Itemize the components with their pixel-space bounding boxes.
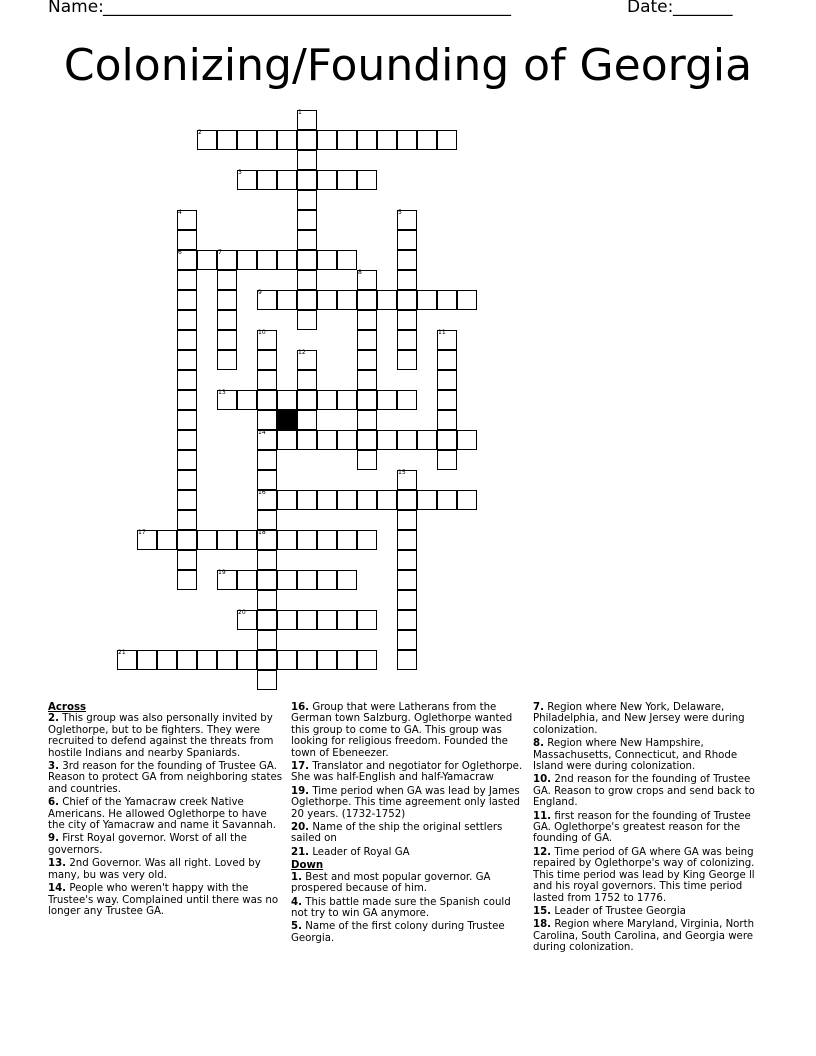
grid-cell[interactable] [377, 490, 397, 510]
grid-cell[interactable] [177, 470, 197, 490]
clue-number: 8. [533, 738, 544, 750]
grid-cell[interactable] [357, 330, 377, 350]
grid-cell[interactable] [277, 570, 297, 590]
grid-cell[interactable] [437, 490, 457, 510]
clue-number: 18. [533, 919, 552, 931]
grid-cell[interactable] [397, 270, 417, 290]
cell-number: 7 [218, 249, 222, 256]
grid-cell[interactable] [257, 130, 277, 150]
clue-number: 4. [291, 896, 302, 908]
grid-cell[interactable] [397, 250, 417, 270]
name-line: ________________________________________________ [103, 0, 511, 17]
grid-cell[interactable] [177, 550, 197, 570]
grid-cell[interactable] [297, 270, 317, 290]
grid-cell[interactable] [317, 430, 337, 450]
grid-cell[interactable] [297, 410, 317, 430]
clue-number: 13. [48, 858, 67, 870]
cell-number: 8 [358, 269, 362, 276]
grid-cell[interactable] [437, 290, 457, 310]
grid-cell[interactable] [357, 130, 377, 150]
down-clue [533, 702, 769, 736]
grid-cell[interactable] [357, 490, 377, 510]
down-clue [533, 738, 769, 772]
grid-cell[interactable] [237, 650, 257, 670]
grid-cell[interactable] [277, 250, 297, 270]
grid-cell[interactable] [177, 570, 197, 590]
clue-text: Translator and negotiator for Oglethorpe. She was half-English and half-Yamacraw [291, 761, 523, 784]
grid-cell[interactable] [257, 410, 277, 430]
grid-cell[interactable] [337, 250, 357, 270]
grid-cell[interactable] [277, 290, 297, 310]
grid-cell[interactable] [197, 530, 217, 550]
cell-number: 14 [258, 429, 266, 436]
grid-cell[interactable] [277, 130, 297, 150]
grid-cell[interactable] [277, 530, 297, 550]
cell-number: 3 [238, 169, 242, 176]
grid-cell[interactable] [297, 290, 317, 310]
grid-cell[interactable] [257, 370, 277, 390]
grid-cell[interactable] [457, 490, 477, 510]
grid-cell[interactable] [277, 610, 297, 630]
clue-text: Leader of Royal GA [312, 846, 410, 858]
grid-cell[interactable] [437, 350, 457, 370]
grid-cell[interactable] [397, 490, 417, 510]
date-label: Date: [627, 0, 674, 17]
cell-number: 18 [258, 529, 266, 536]
clue-text: Name of the ship the original settlers sailed on [291, 822, 503, 845]
clue-number: 14. [48, 883, 67, 895]
grid-cell[interactable] [397, 650, 417, 670]
grid-cell[interactable] [357, 350, 377, 370]
grid-cell[interactable] [397, 510, 417, 530]
grid-cell[interactable] [297, 370, 317, 390]
grid-cell[interactable] [317, 650, 337, 670]
grid-cell[interactable] [297, 250, 317, 270]
grid-cell[interactable] [237, 130, 257, 150]
grid-cell[interactable] [157, 530, 177, 550]
grid-cell[interactable] [317, 570, 337, 590]
cell-number: 10 [258, 329, 266, 336]
grid-cell[interactable] [237, 570, 257, 590]
grid-cell[interactable] [397, 610, 417, 630]
grid-cell[interactable] [217, 650, 237, 670]
grid-cell[interactable] [377, 130, 397, 150]
grid-cell[interactable] [297, 650, 317, 670]
across-clue [48, 797, 284, 831]
grid-cell[interactable] [177, 310, 197, 330]
grid-cell[interactable] [317, 610, 337, 630]
grid-cell[interactable] [357, 310, 377, 330]
grid-cell[interactable] [397, 570, 417, 590]
grid-cell[interactable] [297, 210, 317, 230]
down-clue [533, 906, 769, 917]
grid-cell[interactable] [317, 170, 337, 190]
cell-number: 15 [398, 469, 406, 476]
across-clue [291, 786, 527, 820]
grid-cell[interactable] [297, 170, 317, 190]
grid-cell[interactable] [357, 170, 377, 190]
grid-cell[interactable] [257, 170, 277, 190]
clue-number: 11. [533, 810, 552, 822]
cell-number: 17 [138, 529, 146, 536]
clue-text: First Royal governor. Worst of all the governors. [48, 833, 247, 856]
grid-cell[interactable] [357, 530, 377, 550]
grid-cell[interactable] [437, 430, 457, 450]
grid-cell[interactable] [217, 350, 237, 370]
down-clue [533, 847, 769, 904]
grid-cell[interactable] [297, 150, 317, 170]
clue-text: 2nd reason for the founding of Trustee GA. Reason to grow crops and send back to England. [533, 774, 755, 809]
clue-number: 6. [48, 797, 59, 809]
clue-number: 1. [291, 871, 302, 883]
clue-text: Chief of the Yamacraw creek Native Americans. He allowed Oglethorpe to have the city of Yamacraw and name it Savannah. [48, 797, 276, 832]
grid-cell[interactable] [177, 450, 197, 470]
grid-cell[interactable] [257, 610, 277, 630]
grid-cell[interactable] [377, 290, 397, 310]
cell-number: 11 [438, 329, 446, 336]
across-heading: Across [48, 702, 87, 713]
grid-cell[interactable] [357, 430, 377, 450]
clue-text: Time period when GA was lead by James Oglethorpe. This time agreement only lasted 20 years. (1732-1752) [291, 785, 520, 820]
grid-cell[interactable] [177, 370, 197, 390]
grid-cell[interactable] [257, 390, 277, 410]
grid-cell[interactable] [297, 490, 317, 510]
grid-cell[interactable] [337, 490, 357, 510]
grid-cell[interactable] [357, 410, 377, 430]
grid-cell[interactable] [257, 570, 277, 590]
grid-cell[interactable] [277, 430, 297, 450]
grid-cell[interactable] [357, 290, 377, 310]
grid-cell[interactable] [257, 630, 277, 650]
clue-text: This group was also personally invited by Oglethorpe, but to be fighters. They were recruited to defend against the threats from hostile Indians and nearby Spaniards. [48, 713, 274, 759]
clue-number: 5. [291, 921, 302, 933]
grid-cell[interactable] [257, 550, 277, 570]
clue-number: 9. [48, 833, 59, 845]
clue-text: Time period of GA where GA was being repaired by Oglethorpe's way of colonizing. This time period was lead by King George ll and his royal governors. This time period lasted from 1752 to 1776. [533, 846, 755, 904]
grid-cell[interactable] [337, 290, 357, 310]
grid-cell[interactable] [397, 590, 417, 610]
grid-cell[interactable] [357, 450, 377, 470]
grid-cell[interactable] [317, 390, 337, 410]
cell-number: 13 [218, 389, 226, 396]
grid-cell[interactable] [337, 610, 357, 630]
grid-cell[interactable] [297, 130, 317, 150]
grid-cell[interactable] [177, 330, 197, 350]
cell-number: 2 [198, 129, 202, 136]
grid-cell[interactable] [177, 510, 197, 530]
clue-text: Region where New Hampshire, Massachusetts, Connecticut, and Rhode Island were during colonization. [533, 738, 738, 773]
grid-cell[interactable] [157, 650, 177, 670]
across-clue [48, 713, 284, 759]
cell-number: 5 [398, 209, 402, 216]
grid-cell[interactable] [257, 510, 277, 530]
grid-cell[interactable] [437, 450, 457, 470]
grid-cell[interactable] [337, 430, 357, 450]
grid-cell[interactable] [177, 410, 197, 430]
clue-text: Name of the first colony during Trustee Georgia. [291, 921, 505, 944]
grid-cell[interactable] [297, 310, 317, 330]
grid-cell[interactable] [397, 550, 417, 570]
grid-cell[interactable] [297, 570, 317, 590]
grid-cell[interactable] [277, 170, 297, 190]
grid-cell[interactable] [337, 530, 357, 550]
grid-cell[interactable] [457, 430, 477, 450]
grid-cell[interactable] [417, 290, 437, 310]
down-clue [291, 921, 527, 944]
grid-cell[interactable] [397, 630, 417, 650]
clue-text: first reason for the founding of Trustee GA. Oglethorpe's greatest reason for the founding of GA. [533, 810, 751, 845]
clue-text: 3rd reason for the founding of Trustee GA. Reason to protect GA from neighboring states and countries. [48, 761, 283, 795]
clues-column-1 [48, 702, 284, 919]
grid-cell[interactable] [177, 290, 197, 310]
grid-cell[interactable] [217, 310, 237, 330]
clue-text: People who weren't happy with the Trustee's way. Complained until there was no longer any Trustee GA. [48, 883, 279, 917]
grid-cell[interactable] [417, 430, 437, 450]
grid-cell[interactable] [217, 270, 237, 290]
grid-cell[interactable] [197, 250, 217, 270]
grid-cell[interactable] [337, 170, 357, 190]
grid-cell[interactable] [277, 650, 297, 670]
grid-cell[interactable] [397, 390, 417, 410]
grid-cell[interactable] [177, 430, 197, 450]
grid-cell[interactable] [397, 530, 417, 550]
grid-cell[interactable] [357, 650, 377, 670]
grid-cell[interactable] [437, 370, 457, 390]
clue-text: Region where Maryland, Virginia, North Carolina, South Carolina, and Georgia were during colonization. [533, 919, 755, 954]
cell-number: 12 [298, 349, 306, 356]
grid-cell[interactable] [237, 530, 257, 550]
grid-cell[interactable] [257, 250, 277, 270]
clues-column-3 [533, 702, 769, 956]
grid-cell[interactable] [177, 390, 197, 410]
grid-cell[interactable] [357, 610, 377, 630]
grid-cell[interactable] [297, 390, 317, 410]
across-clue [291, 822, 527, 845]
across-clue [48, 883, 284, 917]
grid-cell[interactable] [237, 250, 257, 270]
grid-cell[interactable] [417, 130, 437, 150]
grid-cell[interactable] [337, 130, 357, 150]
name-label: Name: [48, 0, 104, 17]
grid-cell[interactable] [397, 350, 417, 370]
grid-cell[interactable] [377, 390, 397, 410]
across-clue [291, 761, 527, 784]
clue-text: 2nd Governor. Was all right. Loved by many, bu was very old. [48, 858, 261, 881]
grid-cell[interactable] [397, 130, 417, 150]
clue-number: 19. [291, 785, 310, 797]
grid-cell[interactable] [437, 410, 457, 430]
grid-cell[interactable] [257, 350, 277, 370]
grid-cell[interactable] [257, 470, 277, 490]
grid-cell[interactable] [457, 290, 477, 310]
grid-cell[interactable] [397, 330, 417, 350]
grid-cell[interactable] [397, 230, 417, 250]
grid-cell[interactable] [257, 670, 277, 690]
grid-cell[interactable] [177, 270, 197, 290]
down-clue [533, 774, 769, 808]
grid-cell[interactable] [177, 230, 197, 250]
down-clue [533, 811, 769, 845]
grid-cell[interactable] [437, 130, 457, 150]
grid-cell[interactable] [277, 390, 297, 410]
across-clue [48, 761, 284, 795]
clue-text: Best and most popular governor. GA prospered because of him. [291, 871, 491, 895]
grid-cell[interactable] [297, 610, 317, 630]
grid-cell[interactable] [357, 370, 377, 390]
grid-cell[interactable] [317, 250, 337, 270]
across-clue [291, 847, 527, 858]
cell-number: 20 [238, 609, 246, 616]
clue-number: 15. [533, 905, 552, 917]
cell-number: 4 [178, 209, 182, 216]
grid-cell[interactable] [137, 650, 157, 670]
grid-cell[interactable] [257, 450, 277, 470]
clue-number: 7. [533, 702, 544, 713]
grid-cell[interactable] [177, 650, 197, 670]
grid-cell[interactable] [317, 290, 337, 310]
down-clue [291, 897, 527, 920]
clue-number: 10. [533, 774, 552, 786]
grid-cell[interactable] [177, 350, 197, 370]
grid-cell[interactable] [397, 430, 417, 450]
clue-number: 20. [291, 822, 310, 834]
down-clue [291, 872, 527, 895]
grid-cell[interactable] [297, 530, 317, 550]
clue-number: 12. [533, 846, 552, 858]
clues-column-2 [291, 702, 527, 946]
clue-number: 3. [48, 761, 59, 773]
grid-cell[interactable] [237, 390, 257, 410]
grid-cell[interactable] [177, 530, 197, 550]
grid-cell[interactable] [197, 650, 217, 670]
across-clue [48, 833, 284, 856]
cell-number: 1 [298, 109, 302, 116]
cell-number: 6 [178, 249, 182, 256]
clue-text: Leader of Trustee Georgia [554, 905, 686, 917]
down-clue [533, 919, 769, 953]
cell-number: 9 [258, 289, 262, 296]
clue-number: 21. [291, 846, 310, 858]
grid-cell[interactable] [337, 570, 357, 590]
page-title: Colonizing/Founding of Georgia [63, 40, 753, 91]
grid-cell[interactable] [437, 390, 457, 410]
grid-cell[interactable] [257, 590, 277, 610]
date-line: _______ [673, 0, 733, 17]
clue-text: This battle made sure the Spanish could not try to win GA anymore. [291, 896, 511, 919]
grid-cell[interactable] [217, 290, 237, 310]
clue-text: Group that were Latherans from the German town Salzburg. Oglethorpe wanted this group to come to GA. This group was looking for religious freedom. Founded the town of Ebeneezer. [291, 702, 513, 759]
black-square [277, 410, 297, 430]
grid-cell[interactable] [177, 490, 197, 510]
grid-cell[interactable] [317, 530, 337, 550]
grid-cell[interactable] [317, 490, 337, 510]
grid-cell[interactable] [217, 330, 237, 350]
grid-cell[interactable] [337, 650, 357, 670]
clue-number: 17. [291, 761, 310, 773]
grid-cell[interactable] [377, 430, 397, 450]
clue-number: 2. [48, 713, 59, 725]
grid-cell[interactable] [297, 230, 317, 250]
grid-cell[interactable] [397, 310, 417, 330]
grid-cell[interactable] [417, 490, 437, 510]
across-clue [291, 702, 527, 759]
grid-cell[interactable] [297, 430, 317, 450]
grid-cell[interactable] [217, 530, 237, 550]
grid-cell[interactable] [257, 650, 277, 670]
grid-cell[interactable] [317, 130, 337, 150]
grid-cell[interactable] [217, 130, 237, 150]
grid-cell[interactable] [357, 390, 377, 410]
grid-cell[interactable] [337, 390, 357, 410]
cell-number: 16 [258, 489, 266, 496]
grid-cell[interactable] [397, 290, 417, 310]
down-heading: Down [291, 860, 324, 872]
clue-text: Region where New York, Delaware, Philadelphia, and New Jersey were during colonization. [533, 702, 745, 736]
clue-number: 16. [291, 702, 310, 713]
grid-cell[interactable] [297, 190, 317, 210]
cell-number: 19 [218, 569, 226, 576]
grid-cell[interactable] [277, 490, 297, 510]
cell-number: 21 [118, 649, 126, 656]
across-clue [48, 858, 284, 881]
